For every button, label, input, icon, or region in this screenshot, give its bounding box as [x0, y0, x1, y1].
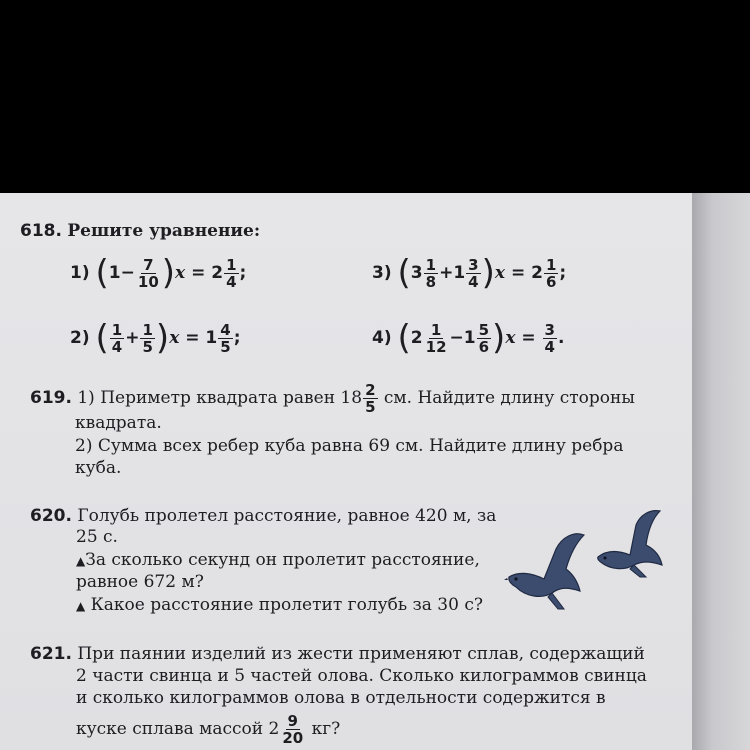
eq2-equals: =: [185, 328, 200, 348]
problem-620-line-5: [76, 595, 483, 616]
eq3-end: ;: [559, 263, 567, 283]
eq1-variable: x: [175, 263, 186, 283]
equation-4-label: 4): [372, 328, 392, 348]
eq3-variable: x: [494, 263, 506, 283]
problem-618-title: Решите уравнение:: [67, 221, 261, 241]
problem-619-line-3: 2) Сумма всех ребер куба равна 69 см. Найдите длину ребра: [75, 436, 624, 456]
problem-621-line-3: и сколько килограммов олова в отдельности содержится в: [76, 688, 606, 708]
problem-621-text-4a: куске сплава массой 2: [76, 719, 280, 739]
eq4-whole-1: 2: [410, 328, 423, 348]
problem-619-line-1: [30, 380, 635, 416]
eq2-end: ;: [233, 328, 241, 348]
problem-621-line-1: [30, 644, 645, 664]
equation-3-label: 3): [372, 263, 392, 283]
problem-621-text-1: При паянии изделий из жести применяют сплав, содержащий: [77, 644, 645, 664]
eq1-term: 1: [108, 263, 121, 283]
pigeon-illustration-1: [504, 529, 594, 614]
eq2-plus: +: [125, 328, 140, 348]
equation-1: 1) ( 1 − $\frac{7}{10}$ ) x = 2 $\frac{1}{4}$ ;: [70, 253, 247, 293]
equation-3: 3) ( 3 $\frac{1}{8}$ + 1 $\frac{3}{4}$ ) x = 2 $\frac{1}{6}$ ;: [372, 253, 567, 293]
problem-621-number: 621.: [30, 644, 72, 664]
problem-621-text-4b: кг?: [311, 719, 341, 739]
eq1-fraction-1: $\frac{7}{10}$: [137, 255, 159, 291]
eq2-fraction-3: $\frac{4}{5}$: [220, 320, 231, 356]
problem-621-line-2: 2 части свинца и 5 частей олова. Сколько килограммов свинца: [76, 666, 647, 686]
eq4-fraction-3: $\frac{3}{4}$: [544, 320, 555, 356]
problem-620-text-1: Голубь пролетел расстояние, равное 420 м, за: [77, 506, 497, 526]
problem-620-text-5: Какое расстояние пролетит голубь за 30 с?: [90, 595, 483, 615]
eq3-fraction-2: $\frac{3}{4}$: [468, 255, 479, 291]
problem-618-number: 618.: [20, 221, 62, 241]
eq1-whole: 2: [211, 263, 224, 283]
problem-619-text-a: 1) Периметр квадрата равен 18: [77, 388, 363, 408]
problem-621-line-4: [76, 709, 340, 749]
eq1-equals: =: [191, 263, 206, 283]
eq3-whole-3: 2: [531, 263, 543, 283]
eq2-variable: x: [169, 328, 180, 348]
eq1-minus: −: [120, 263, 135, 283]
eq3-whole-1: 3: [410, 263, 423, 283]
equation-2: 2) ( $\frac{1}{4}$ + $\frac{1}{5}$ ) x = 1 $\frac{4}{5}$ ;: [70, 318, 241, 358]
problem-618-header: [20, 221, 260, 241]
next-page-edge: [692, 193, 750, 750]
problem-620-line-2: 25 с.: [76, 527, 118, 547]
problem-620-number: 620.: [30, 506, 72, 526]
eq4-minus: −: [449, 328, 464, 348]
eq3-whole-2: 1: [453, 263, 466, 283]
eq4-variable: x: [505, 328, 516, 348]
problem-620-line-3: [76, 550, 480, 571]
problem-620-line-4: равное 672 м?: [76, 572, 204, 592]
problem-619-number: 619.: [30, 388, 72, 408]
problem-620-text-3: За сколько секунд он пролетит расстояние,: [85, 550, 480, 570]
eq4-equals: =: [521, 328, 536, 348]
equation-4: 4) ( 2 $\frac{1}{12}$ − 1 $\frac{5}{6}$ ) x = $\frac{3}{4}$ .: [372, 318, 565, 358]
eq1-fraction-2: $\frac{1}{4}$: [226, 255, 237, 291]
eq2-whole: 1: [205, 328, 218, 348]
problem-620-line-1: [30, 506, 496, 526]
problem-621-fraction: $\frac{9}{20}$: [282, 711, 304, 747]
equation-2-label: 2): [70, 328, 90, 348]
problem-619-line-4: куба.: [75, 458, 122, 478]
problem-619-fraction: $\frac{2}{5}$: [365, 380, 376, 416]
textbook-page: [0, 193, 750, 750]
eq2-fraction-2: $\frac{1}{5}$: [142, 320, 153, 356]
problem-619-line-2: квадрата.: [75, 413, 162, 433]
eq4-fraction-2: $\frac{5}{6}$: [478, 320, 490, 356]
eq3-fraction-1: $\frac{1}{8}$: [425, 255, 437, 291]
eq2-fraction-1: $\frac{1}{4}$: [111, 320, 123, 356]
eq1-end: ;: [239, 263, 247, 283]
eq3-equals: =: [510, 263, 526, 283]
problem-619-text-b: см. Найдите длину стороны: [383, 388, 635, 408]
eq4-fraction-1: $\frac{1}{12}$: [425, 320, 447, 356]
equation-1-label: 1): [70, 263, 90, 283]
eq3-plus: +: [439, 263, 454, 283]
eq4-end: .: [557, 328, 565, 348]
triangle-marker-icon: ▲: [76, 599, 86, 613]
eq3-fraction-3: $\frac{1}{6}$: [545, 255, 557, 291]
eq4-whole-2: 1: [463, 328, 476, 348]
pigeon-illustration-2: [594, 509, 674, 579]
triangle-marker-icon: ▲: [76, 554, 86, 568]
